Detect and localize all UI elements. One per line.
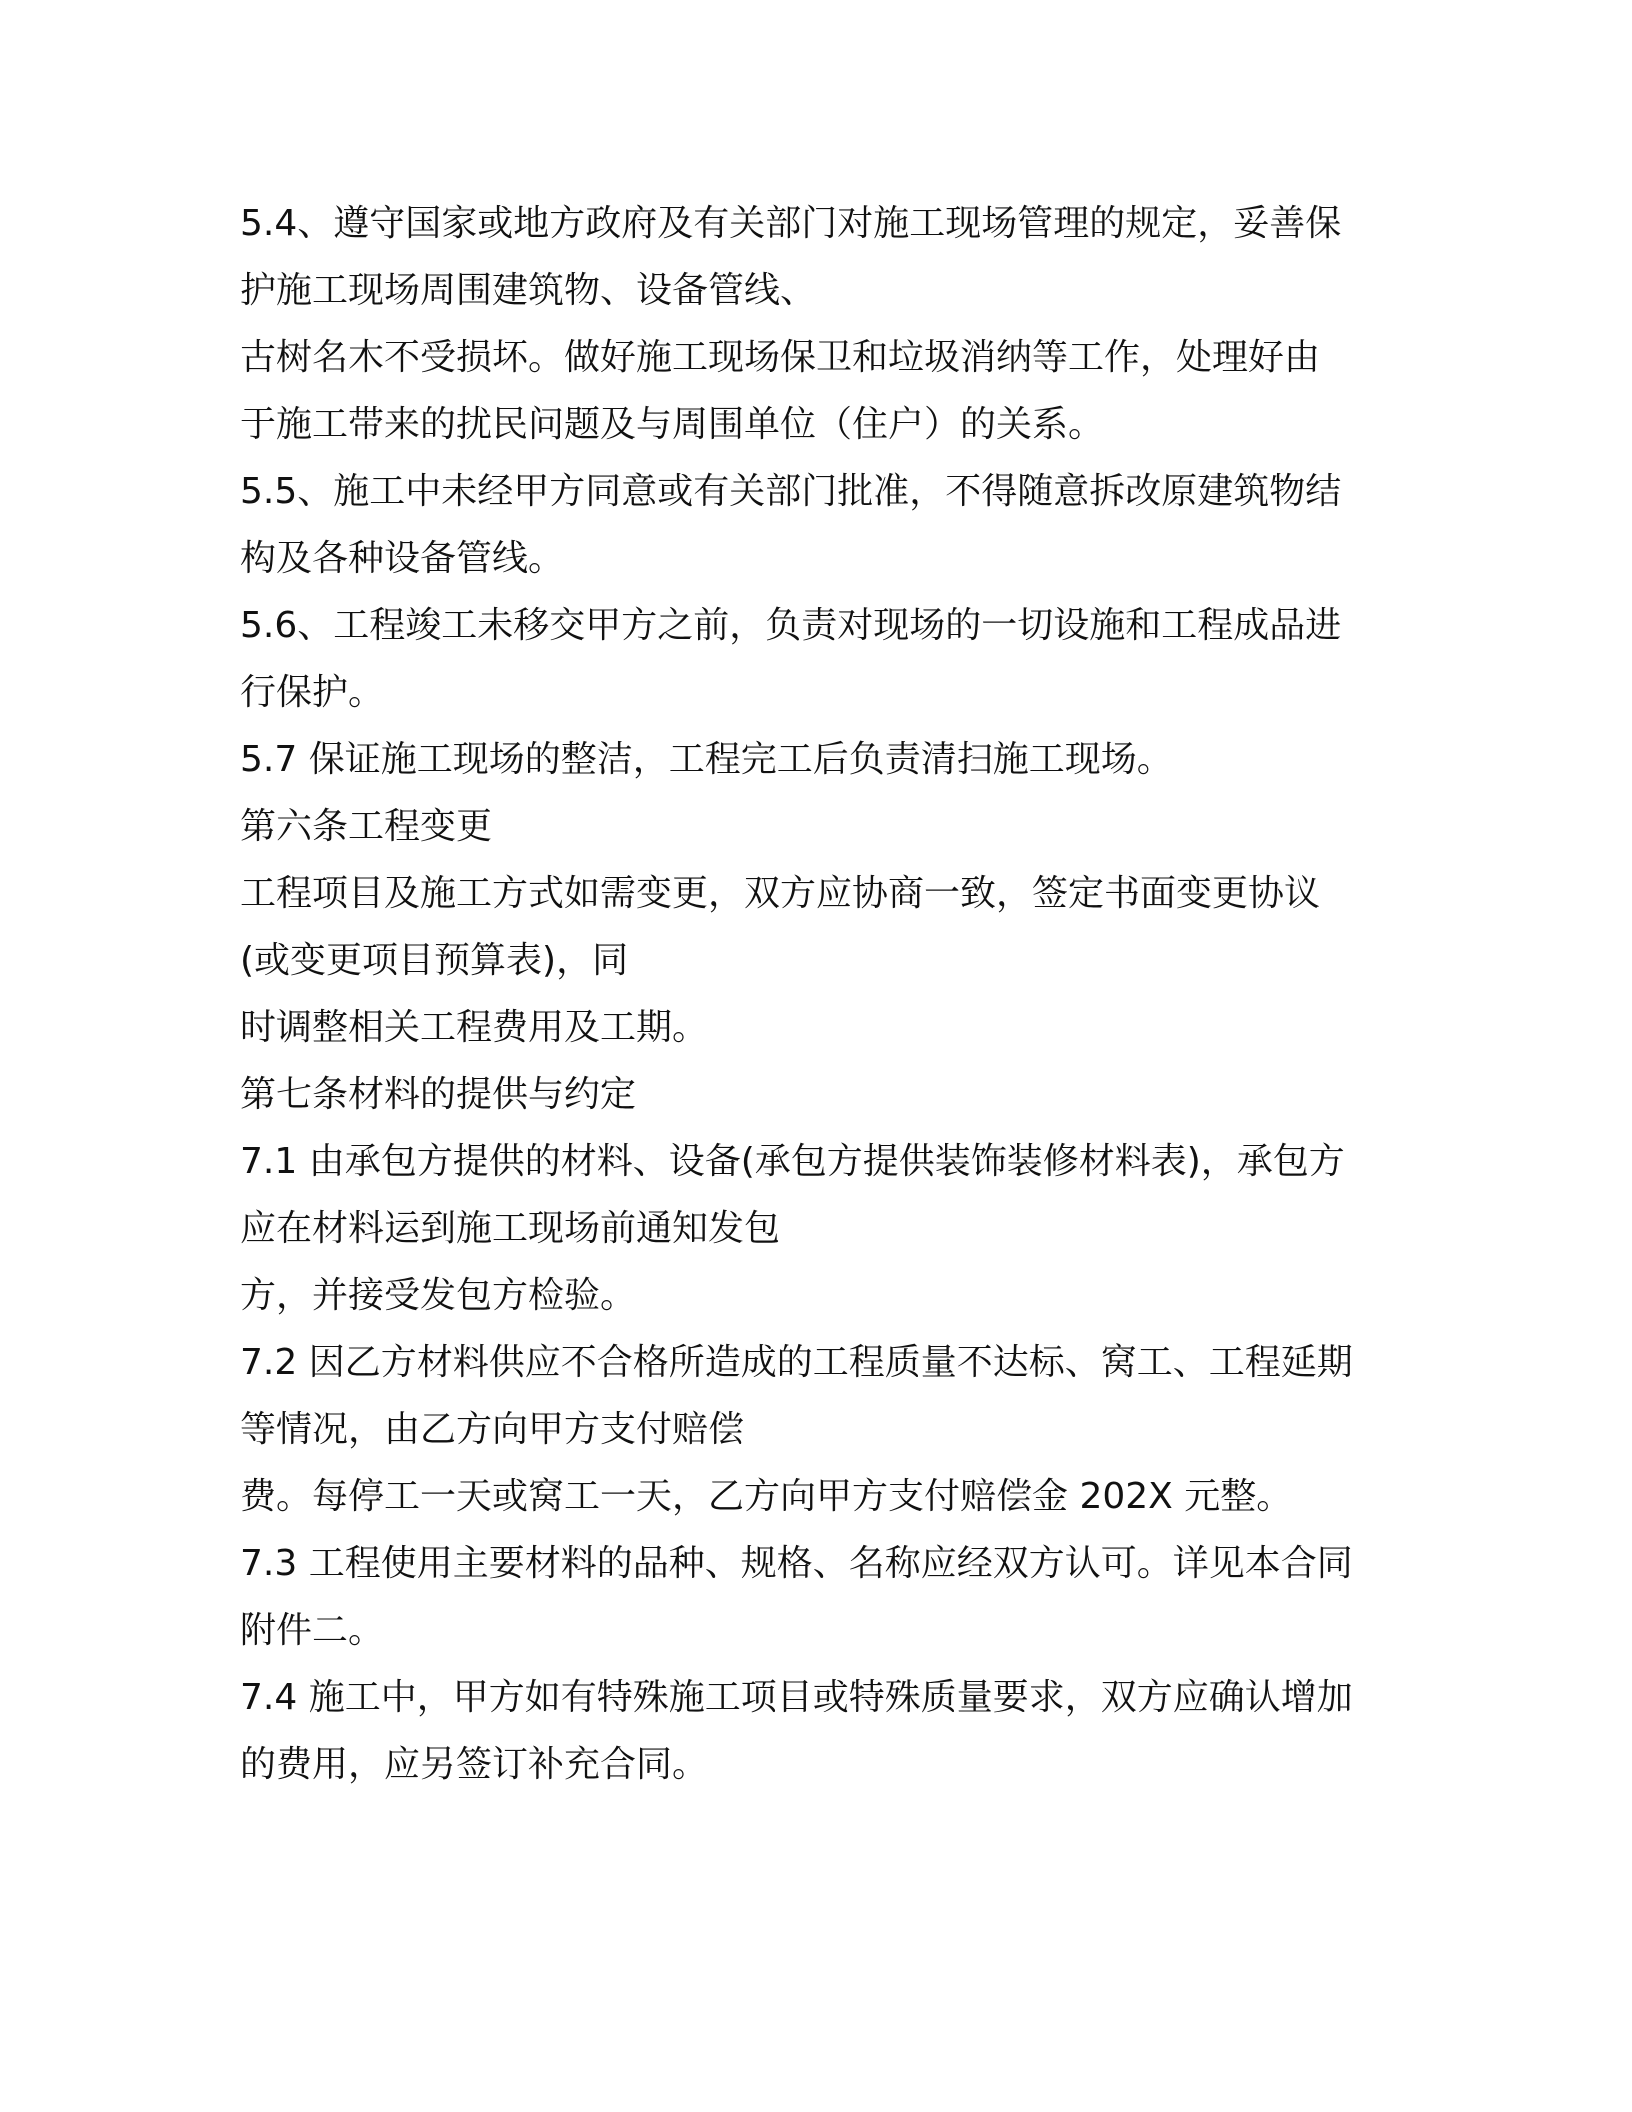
document-body [240, 190, 1400, 1798]
text-line: 7.3 工程使用主要材料的品种、规格、名称应经双方认可。详见本合同 [240, 1543, 1353, 1584]
text-line: 时调整相关工程费用及工期。 [240, 1007, 709, 1048]
text-line: 5.4、遵守国家或地方政府及有关部门对施工现场管理的规定，妥善保 [240, 203, 1342, 244]
section-heading-7: 第七条材料的提供与约定 [240, 1074, 637, 1115]
text-line: 工程项目及施工方式如需变更，双方应协商一致，签定书面变更协议 [240, 873, 1321, 914]
text-line: (或变更项目预算表)，同 [240, 940, 629, 981]
text-line: 5.6、工程竣工未移交甲方之前，负责对现场的一切设施和工程成品进 [240, 605, 1342, 646]
text-line: 5.5、施工中未经甲方同意或有关部门批准，不得随意拆改原建筑物结 [240, 471, 1342, 512]
text-line: 于施工带来的扰民问题及与周围单位（住户）的关系。 [240, 404, 1105, 445]
text-line: 5.7 保证施工现场的整洁，工程完工后负责清扫施工现场。 [240, 739, 1173, 780]
text-line: 方，并接受发包方检验。 [240, 1275, 637, 1316]
text-line: 行保护。 [240, 672, 385, 713]
text-line: 7.1 由承包方提供的材料、设备(承包方提供装饰装修材料表)，承包方 [240, 1141, 1345, 1182]
text-line: 等情况，由乙方向甲方支付赔偿 [240, 1409, 745, 1450]
text-line: 的费用，应另签订补充合同。 [240, 1744, 709, 1785]
text-line: 护施工现场周围建筑物、设备管线、 [240, 270, 817, 311]
text-line: 应在材料运到施工现场前通知发包 [240, 1208, 781, 1249]
text-line: 附件二。 [240, 1610, 385, 1651]
text-line: 构及各种设备管线。 [240, 538, 565, 579]
text-line: 费。每停工一天或窝工一天，乙方向甲方支付赔偿金 202X 元整。 [240, 1476, 1293, 1517]
text-line: 7.2 因乙方材料供应不合格所造成的工程质量不达标、窝工、工程延期 [240, 1342, 1353, 1383]
text-line: 古树名木不受损坏。做好施工现场保卫和垃圾消纳等工作，处理好由 [240, 337, 1321, 378]
text-line: 7.4 施工中，甲方如有特殊施工项目或特殊质量要求，双方应确认增加 [240, 1677, 1353, 1718]
section-heading-6: 第六条工程变更 [240, 806, 493, 847]
